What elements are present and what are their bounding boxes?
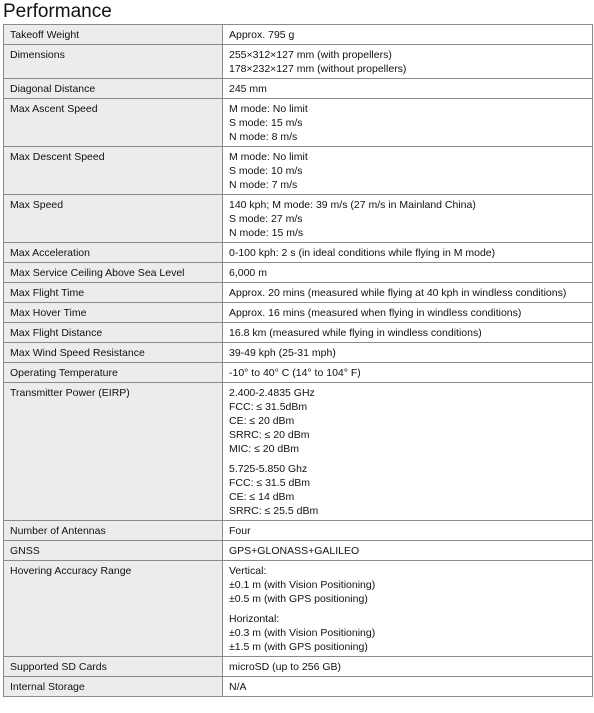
spec-value	[223, 283, 593, 303]
spec-value	[223, 383, 593, 521]
spec-row	[4, 323, 593, 343]
spec-value-line: N/A	[229, 681, 247, 693]
spec-row	[4, 677, 593, 697]
spec-value	[223, 25, 593, 45]
spec-value-line: ±0.3 m (with Vision Positioning)	[229, 627, 376, 639]
spec-value-line: SRRC: ≤ 25.5 dBm	[229, 505, 319, 517]
spec-value	[223, 99, 593, 147]
spec-value-line: 178×232×127 mm (without propellers)	[229, 63, 407, 75]
spec-label: Max Wind Speed Resistance	[4, 343, 223, 363]
spec-label: Takeoff Weight	[4, 25, 223, 45]
spec-value	[223, 677, 593, 697]
spec-value-line: -10° to 40° C (14° to 104° F)	[229, 367, 361, 379]
spec-value	[223, 303, 593, 323]
spec-value-line: Approx. 795 g	[229, 29, 295, 41]
spec-row	[4, 263, 593, 283]
spec-value	[223, 79, 593, 99]
spec-label: Operating Temperature	[4, 363, 223, 383]
spec-row	[4, 243, 593, 263]
spec-table-body	[4, 25, 593, 697]
spec-label: Max Acceleration	[4, 243, 223, 263]
spec-value-group	[229, 564, 586, 606]
spec-value-line: S mode: 10 m/s	[229, 165, 303, 177]
spec-row	[4, 283, 593, 303]
spec-label: Max Flight Distance	[4, 323, 223, 343]
spec-row	[4, 343, 593, 363]
spec-value-line: FCC: ≤ 31.5 dBm	[229, 477, 311, 489]
spec-value	[223, 561, 593, 657]
spec-value	[223, 45, 593, 79]
spec-value-line: Vertical:	[229, 565, 267, 577]
spec-row	[4, 25, 593, 45]
spec-label: Supported SD Cards	[4, 657, 223, 677]
spec-label: Transmitter Power (EIRP)	[4, 383, 223, 521]
spec-value-line: S mode: 27 m/s	[229, 213, 303, 225]
spec-label: GNSS	[4, 541, 223, 561]
spec-value	[223, 363, 593, 383]
spec-value-group	[229, 386, 586, 456]
spec-label: Max Hover Time	[4, 303, 223, 323]
spec-value-line: ±1.5 m (with GPS positioning)	[229, 641, 368, 653]
spec-value-line: microSD (up to 256 GB)	[229, 661, 342, 673]
spec-value-line: FCC: ≤ 31.5dBm	[229, 401, 308, 413]
spec-value-line: 6,000 m	[229, 267, 267, 279]
spec-label: Max Flight Time	[4, 283, 223, 303]
spec-label: Internal Storage	[4, 677, 223, 697]
spec-value	[223, 147, 593, 195]
spec-value-line: MIC: ≤ 20 dBm	[229, 443, 299, 455]
spec-value-line: ±0.1 m (with Vision Positioning)	[229, 579, 376, 591]
spec-label: Dimensions	[4, 45, 223, 79]
spec-value-line: Approx. 20 mins (measured while flying at 40 kph in windless conditions)	[229, 287, 567, 299]
spec-label: Max Ascent Speed	[4, 99, 223, 147]
spec-value-line: Four	[229, 525, 251, 537]
spec-row	[4, 45, 593, 79]
spec-label: Max Service Ceiling Above Sea Level	[4, 263, 223, 283]
spec-row	[4, 363, 593, 383]
spec-value-group	[229, 612, 586, 654]
spec-row	[4, 541, 593, 561]
spec-value	[223, 323, 593, 343]
spec-value-line: Horizontal:	[229, 613, 280, 625]
spec-row	[4, 99, 593, 147]
spec-value	[223, 343, 593, 363]
spec-label: Diagonal Distance	[4, 79, 223, 99]
spec-row	[4, 657, 593, 677]
spec-row	[4, 383, 593, 521]
spec-row	[4, 195, 593, 243]
performance-spec-table	[3, 24, 593, 697]
spec-value	[223, 657, 593, 677]
spec-label: Number of Antennas	[4, 521, 223, 541]
spec-value-line: 245 mm	[229, 83, 267, 95]
spec-value-line: 39-49 kph (25-31 mph)	[229, 347, 336, 359]
spec-value	[223, 263, 593, 283]
section-title: Performance	[3, 1, 112, 22]
spec-label: Hovering Accuracy Range	[4, 561, 223, 657]
spec-row	[4, 147, 593, 195]
spec-value-line: Approx. 16 mins (measured when flying in windless conditions)	[229, 307, 522, 319]
spec-value-line: SRRC: ≤ 20 dBm	[229, 429, 310, 441]
spec-value-line: M mode: No limit	[229, 103, 308, 115]
spec-value-line: 140 kph; M mode: 39 m/s (27 m/s in Mainland China)	[229, 199, 476, 211]
spec-value	[223, 521, 593, 541]
spec-value-line: M mode: No limit	[229, 151, 308, 163]
spec-row	[4, 521, 593, 541]
spec-value-line: 255×312×127 mm (with propellers)	[229, 49, 392, 61]
spec-label: Max Descent Speed	[4, 147, 223, 195]
spec-value-group	[229, 462, 586, 518]
spec-label: Max Speed	[4, 195, 223, 243]
spec-value-line: N mode: 8 m/s	[229, 131, 298, 143]
spec-value-line: ±0.5 m (with GPS positioning)	[229, 593, 368, 605]
spec-row	[4, 303, 593, 323]
spec-value-line: 16.8 km (measured while flying in windless conditions)	[229, 327, 482, 339]
spec-value-line: S mode: 15 m/s	[229, 117, 303, 129]
spec-value	[223, 243, 593, 263]
spec-value-line: 0-100 kph: 2 s (in ideal conditions while flying in M mode)	[229, 247, 496, 259]
spec-value-line: 5.725-5.850 Ghz	[229, 463, 308, 475]
spec-value-line: CE: ≤ 20 dBm	[229, 415, 295, 427]
spec-value-line: N mode: 15 m/s	[229, 227, 304, 239]
spec-value-line: N mode: 7 m/s	[229, 179, 298, 191]
spec-value-line: CE: ≤ 14 dBm	[229, 491, 295, 503]
spec-value-line: 2.400-2.4835 GHz	[229, 387, 315, 399]
spec-row	[4, 561, 593, 657]
spec-row	[4, 79, 593, 99]
spec-value	[223, 541, 593, 561]
spec-value	[223, 195, 593, 243]
spec-value-line: GPS+GLONASS+GALILEO	[229, 545, 360, 557]
